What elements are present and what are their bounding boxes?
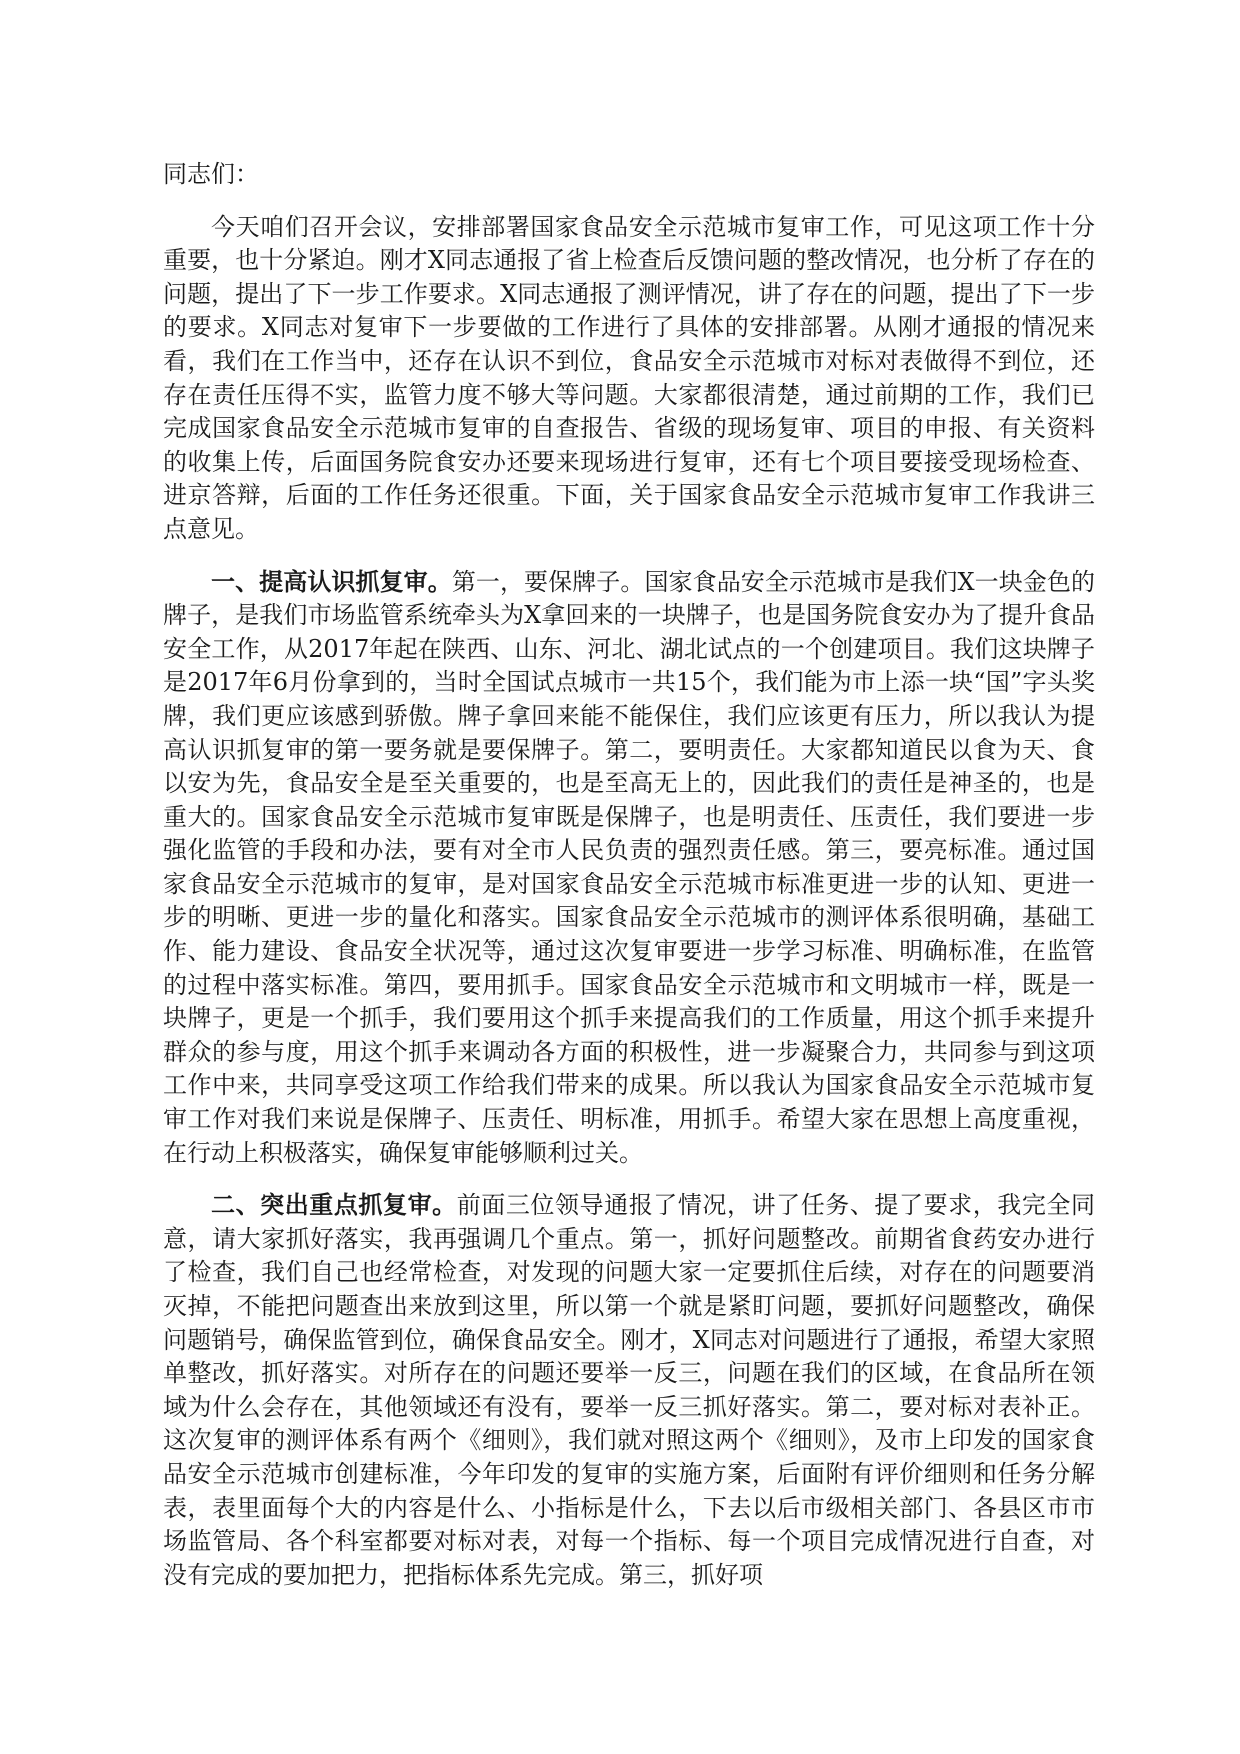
paragraph-text: 第一，要保牌子。国家食品安全示范城市是我们X一块金色的牌子，是我们市场监管系统牵头为X拿回来的一块牌子，也是国务院食安办为了提升食品安全工作，从2017年起在陕西、山东、河北、湖北试点的一个创建项目。我们这块牌子是2017年6月份拿到的，当时全国试点城市一共15个，我们能为市上添一块“国”字头奖牌，我们更应该感到骄傲。牌子拿回来能不能保住，我们应该更有压力，所以我认为提高认识抓复审的第一要务就是要保牌子。第二，要明责任。大家都知道民以食为天、食以安为先，食品安全是至关重要的，也是至高无上的，因此我们的责任是神圣的，也是重大的。国家食品安全示范城市复审既是保牌子，也是明责任、压责任，我们要进一步强化监管的手段和办法，要有对全市人民负责的强烈责任感。第三，要亮标准。通过国家食品安全示范城市的复审，是对国家食品安全示范城市标准更进一步的认知、更进一步的明晰、更进一步的量化和落实。国家食品安全示范城市的测评体系很明确，基础工作、能力建设、食品安全状况等，通过这次复审要进一步学习标准、明确标准，在监管的过程中落实标准。第四，要用抓手。国家食品安全示范城市和文明城市一样，既是一块牌子，更是一个抓手，我们要用这个抓手来提高我们的工作质量，用这个抓手来提升群众的参与度，用这个抓手来调动各方面的积极性，进一步凝聚合力，共同参与到这项工作中来，共同享受这项工作给我们带来的成果。所以我认为国家食品安全示范城市复审工作对我们来说是保牌子、压责任、明标准，用抓手。希望大家在思想上高度重视，在行动上积极落实，确保复审能够顺利过关。: [163, 567, 1095, 1167]
salutation: 同志们：: [163, 160, 259, 188]
document-body: [163, 158, 1095, 1610]
paragraph-section-1: [163, 565, 1095, 1171]
section-heading-2: 二、突出重点抓复审。: [211, 1190, 457, 1220]
section-heading-1: 一、提高认识抓复审。: [211, 566, 452, 596]
paragraph-section-2: [163, 1188, 1095, 1592]
paragraph-text: 今天咱们召开会议，安排部署国家食品安全示范城市复审工作，可见这项工作十分重要，也十分紧迫。刚才X同志通报了省上检查后反馈问题的整改情况，也分析了存在的问题，提出了下一步工作要求。X同志通报了测评情况，讲了存在的问题，提出了下一步的要求。X同志对复审下一步要做的工作进行了具体的安排部署。从刚才通报的情况来看，我们在工作当中，还存在认识不到位，食品安全示范城市对标对表做得不到位，还存在责任压得不实，监管力度不够大等问题。大家都很清楚，通过前期的工作，我们已完成国家食品安全示范城市复审的自查报告、省级的现场复审、项目的申报、有关资料的收集上传，后面国务院食安办还要来现场进行复审，还有七个项目要接受现场检查、进京答辩，后面的工作任务还很重。下面，关于国家食品安全示范城市复审工作我讲三点意见。: [163, 212, 1095, 543]
paragraph-text: 前面三位领导通报了情况，讲了任务、提了要求，我完全同意，请大家抓好落实，我再强调几个重点。第一，抓好问题整改。前期省食药安办进行了检查，我们自己也经常检查，对发现的问题大家一定要抓住后续，对存在的问题要消灭掉，不能把问题查出来放到这里，所以第一个就是紧盯问题，要抓好问题整改，确保问题销号，确保监管到位，确保食品安全。刚才，X同志对问题进行了通报，希望大家照单整改，抓好落实。对所存在的问题还要举一反三，问题在我们的区域，在食品所在领域为什么会存在，其他领域还有没有，要举一反三抓好落实。第二，要对标对表补正。这次复审的测评体系有两个《细则》，我们就对照这两个《细则》，及市上印发的国家食品安全示范城市创建标准，今年印发的复审的实施方案，后面附有评价细则和任务分解表，表里面每个大的内容是什么、小指标是什么，下去以后市级相关部门、各县区市市场监管局、各个科室都要对标对表，对每一个指标、每一个项目完成情况进行自查，对没有完成的要加把力，把指标体系先完成。第三，抓好项: [163, 1191, 1096, 1589]
paragraph-intro: [163, 210, 1095, 547]
